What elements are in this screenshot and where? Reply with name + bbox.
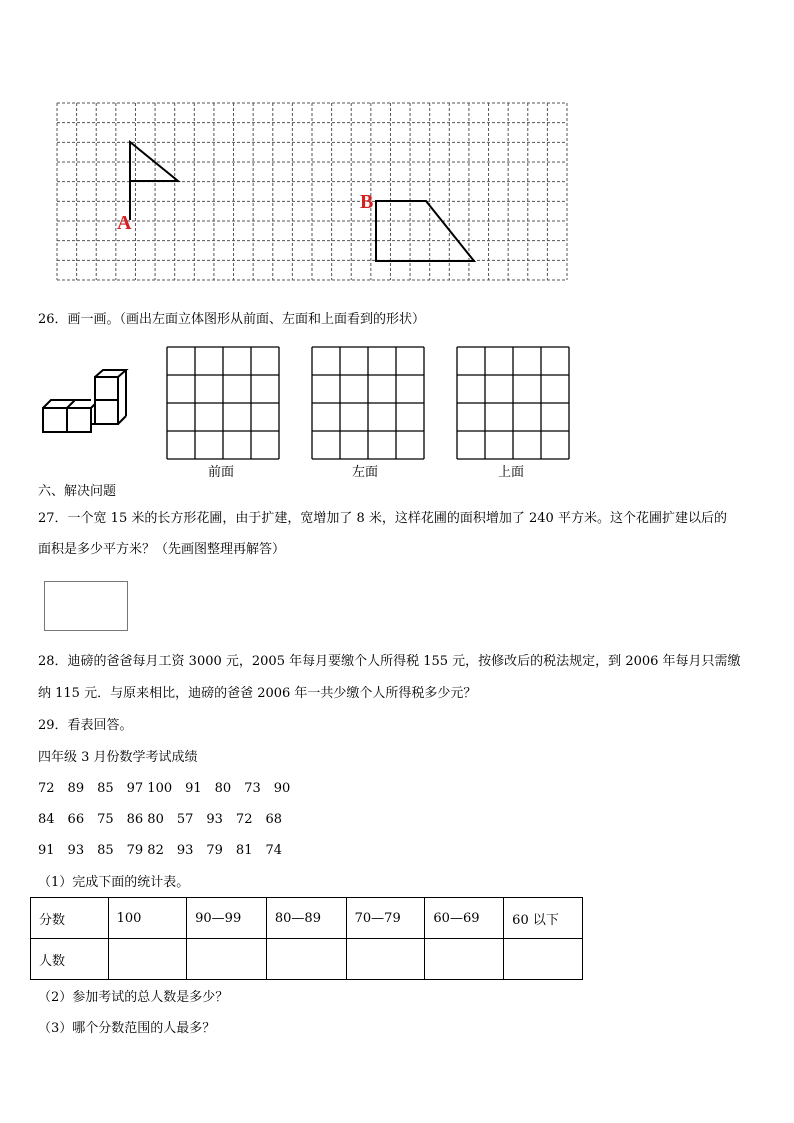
q27-line1: 27．一个宽 15 米的长方形花圃，由于扩建，宽增加了 8 米，这样花圃的面积增加了 240 平方米。这个花圃扩建以后的 bbox=[38, 511, 727, 526]
table-header-cell: 90—99 bbox=[187, 898, 267, 939]
label-b: B bbox=[360, 191, 374, 213]
table-header-cell: 100 bbox=[108, 898, 187, 939]
table-header-cell: 60 以下 bbox=[504, 898, 583, 939]
score-row-3: 91 93 85 79 82 93 79 81 74 bbox=[38, 843, 283, 858]
label-a: A bbox=[117, 212, 132, 234]
cube-drawing bbox=[40, 368, 132, 436]
grid-top bbox=[456, 346, 570, 460]
caption-top: 上面 bbox=[498, 465, 525, 480]
q29-prompt: 29．看表回答。 bbox=[38, 718, 133, 733]
grid-figure bbox=[0, 0, 794, 300]
table-header-cell: 70—79 bbox=[346, 898, 425, 939]
caption-front: 前面 bbox=[208, 465, 235, 480]
grid-front bbox=[166, 346, 280, 460]
answer-rectangle bbox=[44, 581, 128, 631]
figure-a-flag bbox=[130, 142, 178, 220]
table-answer-cell[interactable] bbox=[187, 939, 267, 980]
dashed-grid bbox=[57, 103, 567, 280]
q29-sub2: （2）参加考试的总人数是多少？ bbox=[38, 990, 229, 1005]
q29-title: 四年级 3 月份数学考试成绩 bbox=[38, 750, 198, 765]
table-answer-cell[interactable] bbox=[504, 939, 583, 980]
q29-sub1: （1）完成下面的统计表。 bbox=[38, 875, 190, 890]
table-answer-cell[interactable] bbox=[266, 939, 346, 980]
score-row-2: 84 66 75 86 80 57 93 72 68 bbox=[38, 812, 283, 827]
table-row bbox=[31, 939, 583, 980]
section-heading: 六、解决问题 bbox=[38, 484, 117, 499]
q29-sub3: （3）哪个分数范围的人最多？ bbox=[38, 1021, 216, 1036]
table-answer-cell[interactable] bbox=[346, 939, 425, 980]
q28-line2: 纳 115 元．与原来相比，迪磅的爸爸 2006 年一共少缴个人所得税多少元？ bbox=[38, 686, 477, 701]
table-header-cell: 60—69 bbox=[425, 898, 504, 939]
front-view-grid bbox=[167, 347, 279, 459]
table-header-cell: 分数 bbox=[31, 898, 109, 939]
top-view-grid bbox=[457, 347, 569, 459]
q28-line1: 28．迪磅的爸爸每月工资 3000 元，2005 年每月要缴个人所得税 155 元，按修改后的税法规定，到 2006 年每月只需缴 bbox=[38, 654, 741, 669]
score-row-1: 72 89 85 97 100 91 80 73 90 bbox=[38, 781, 291, 796]
table-row bbox=[31, 898, 583, 939]
q27-line2: 面积是多少平方米？（先画图整理再解答） bbox=[38, 542, 286, 557]
table-row-label: 人数 bbox=[31, 939, 109, 980]
table-answer-cell[interactable] bbox=[425, 939, 504, 980]
stats-table bbox=[30, 897, 583, 980]
table-header-cell: 80—89 bbox=[266, 898, 346, 939]
caption-left: 左面 bbox=[352, 465, 379, 480]
table-answer-cell[interactable] bbox=[108, 939, 187, 980]
q26-prompt: 26．画一画。（画出左面立体图形从前面、左面和上面看到的形状） bbox=[38, 312, 426, 327]
grid-left bbox=[311, 346, 425, 460]
left-view-grid bbox=[312, 347, 424, 459]
